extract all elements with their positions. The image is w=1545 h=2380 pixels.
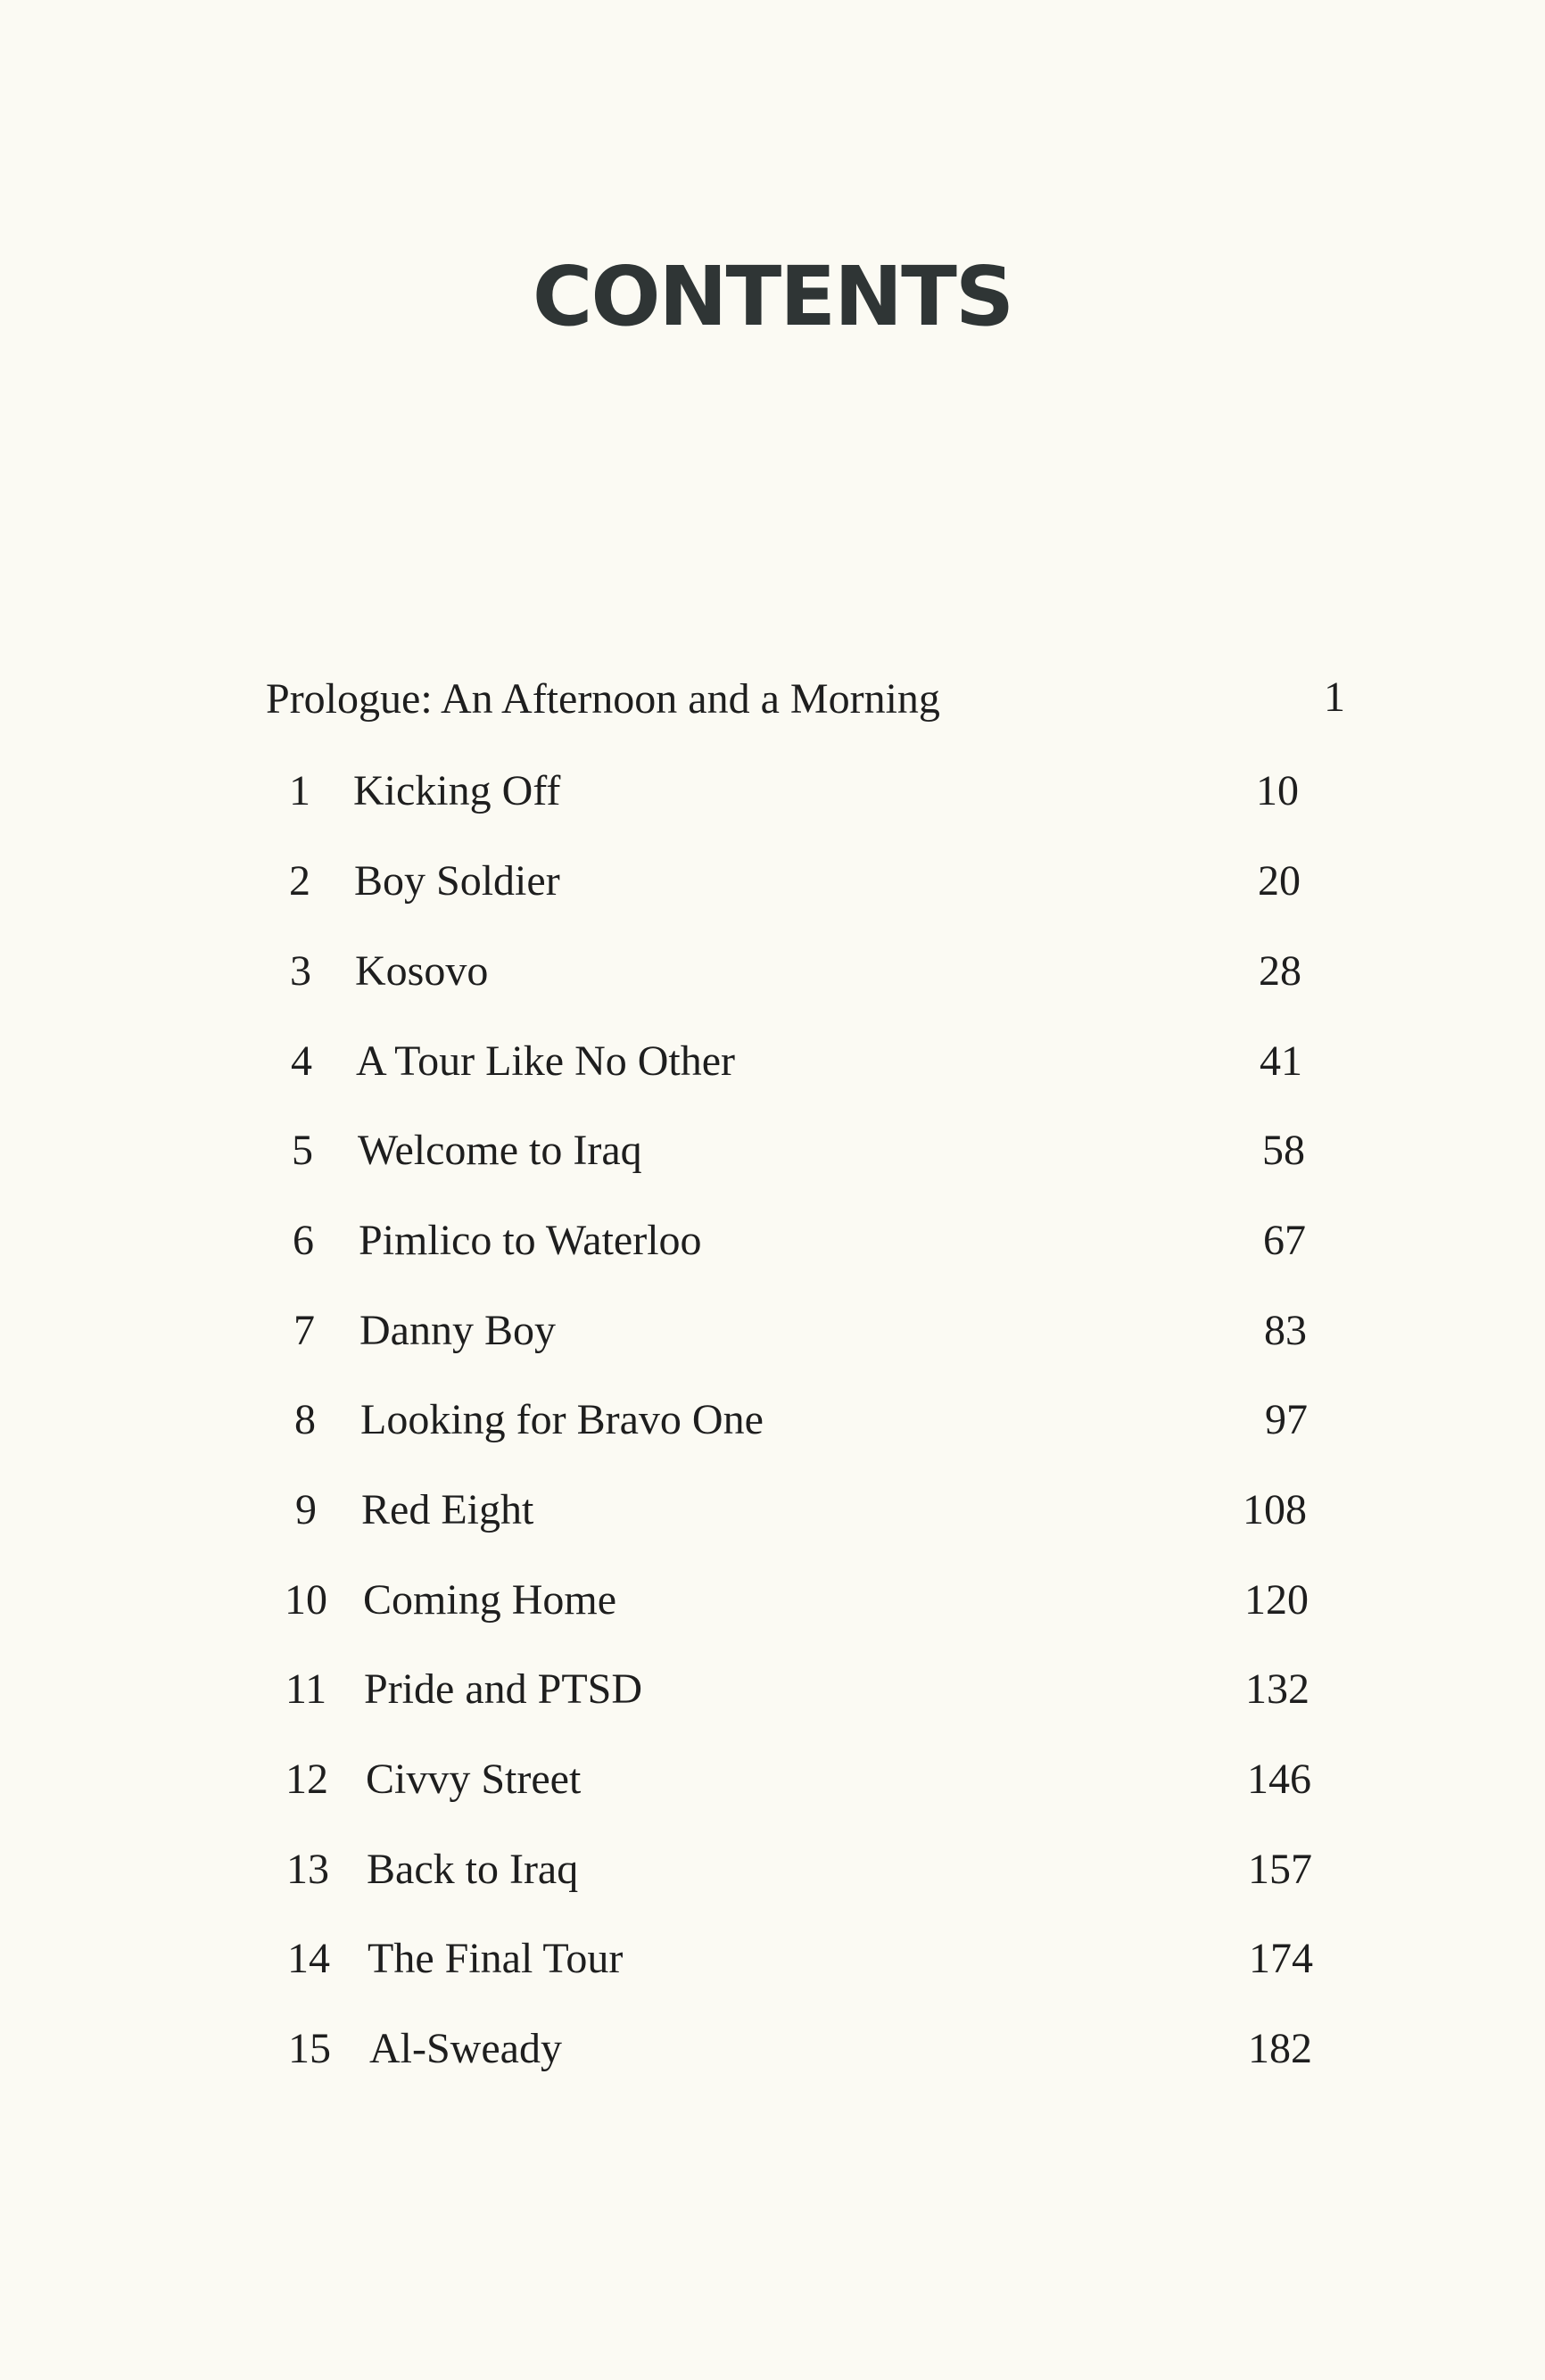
toc-entry: [266, 1035, 1351, 1088]
toc-entry-number: 12: [285, 1756, 328, 1803]
toc-entry-number: 7: [293, 1307, 315, 1354]
toc-entry: [272, 1843, 1357, 1897]
toc-entry-title: Red Eight: [361, 1486, 534, 1533]
toc-entry-page: 83: [1264, 1307, 1307, 1354]
toc-entry-page: 67: [1263, 1217, 1306, 1264]
toc-entry-title: Welcome to Iraq: [358, 1127, 642, 1174]
toc-entry-number: 2: [289, 857, 310, 905]
toc-entry: [264, 855, 1349, 908]
toc-entry-title: Boy Soldier: [354, 857, 560, 905]
toc-entry: [270, 1574, 1355, 1627]
toc-entry-number: 5: [292, 1127, 313, 1174]
toc-entry-number: 4: [291, 1037, 312, 1085]
toc-entry-prologue: [266, 673, 1345, 726]
toc-entry-page: 108: [1243, 1486, 1307, 1533]
toc-entry-page: 182: [1248, 2025, 1312, 2072]
toc-entry-title: Coming Home: [363, 1576, 616, 1624]
toc-entry-number: 15: [288, 2025, 331, 2072]
toc-entry-title: Civvy Street: [366, 1756, 582, 1803]
toc-entry: [271, 1753, 1356, 1806]
toc-entry-page: 1: [1324, 674, 1345, 721]
toc-entry: [269, 1304, 1353, 1358]
toc-entry-page: 146: [1247, 1756, 1311, 1803]
toc-entry-page: 157: [1248, 1846, 1312, 1893]
toc-entry: [269, 1393, 1354, 1447]
toc-entry: [267, 1124, 1351, 1178]
contents-heading: CONTENTS: [532, 249, 1013, 344]
toc-entry-number: 3: [290, 947, 311, 995]
toc-entry: [264, 764, 1349, 818]
toc-entry-title: Back to Iraq: [367, 1846, 579, 1893]
toc-entry-title: Al-Sweady: [369, 2025, 562, 2072]
toc-entry-number: 9: [295, 1486, 317, 1533]
toc-entry-page: 20: [1258, 857, 1301, 905]
toc-entry-number: 8: [294, 1396, 316, 1443]
toc-entry-page: 97: [1265, 1396, 1308, 1443]
toc-entry-page: 41: [1260, 1037, 1302, 1085]
toc-entry-title: A Tour Like No Other: [356, 1037, 736, 1085]
toc-entry-number: 10: [285, 1576, 327, 1624]
toc-entry-title: Prologue: An Afternoon and a Morning: [266, 675, 940, 723]
toc-entry-page: 58: [1262, 1127, 1305, 1174]
toc-entry-title: Looking for Bravo One: [360, 1396, 764, 1443]
toc-entry-title: Pride and PTSD: [364, 1665, 642, 1713]
toc-entry-number: 1: [289, 767, 310, 814]
toc-entry-number: 11: [285, 1665, 327, 1713]
toc-entry-title: Pimlico to Waterloo: [359, 1217, 702, 1264]
toc-entry: [273, 1932, 1358, 1986]
toc-entry-number: 13: [286, 1846, 329, 1893]
toc-entry: [274, 2022, 1359, 2076]
toc-entry: [268, 1214, 1352, 1268]
toc-entry: [270, 1663, 1355, 1716]
toc-entry-page: 174: [1249, 1935, 1313, 1982]
toc-entry-number: 14: [287, 1935, 330, 1982]
toc-entry-title: Kosovo: [355, 947, 489, 995]
toc-entry-number: 6: [293, 1217, 314, 1264]
toc-entry-page: 132: [1245, 1665, 1310, 1713]
toc-entry-title: The Final Tour: [368, 1935, 624, 1982]
toc-entry-page: 10: [1256, 767, 1299, 814]
toc-entry: [265, 945, 1350, 998]
toc-entry-title: Kicking Off: [353, 767, 561, 814]
toc-entry-title: Danny Boy: [359, 1307, 556, 1354]
toc-entry: [270, 1483, 1355, 1537]
toc-entry-page: 120: [1244, 1576, 1309, 1624]
toc-entry-page: 28: [1259, 947, 1301, 995]
